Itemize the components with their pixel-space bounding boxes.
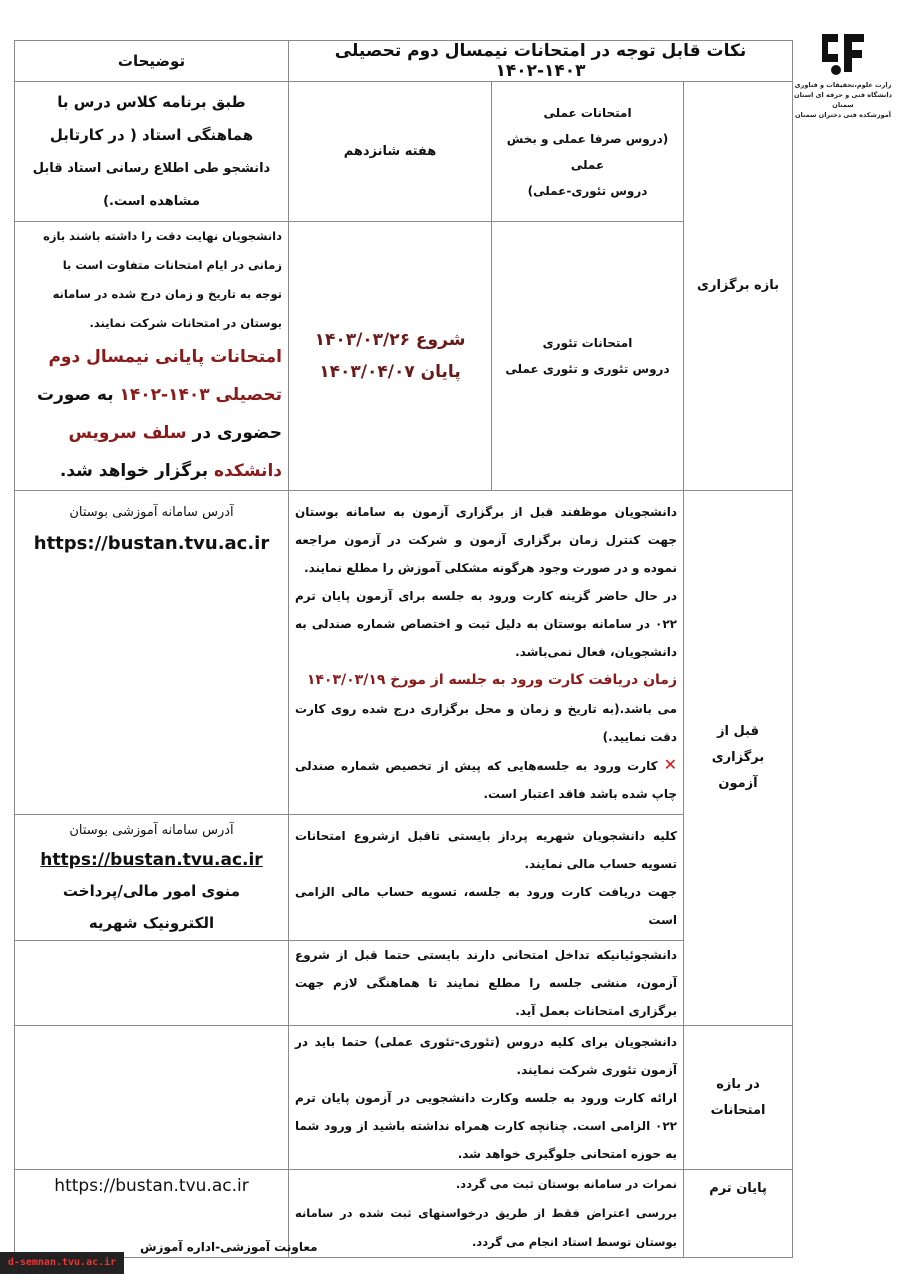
practical-desc (15, 82, 289, 222)
during-exam-block (289, 1026, 684, 1170)
theory-desc-line-4: بوستان در امتحانات شرکت نمایند. (89, 316, 282, 330)
practical-desc-line-3: دانشجو طی اطلاع رسانی استاد قابل (32, 160, 271, 176)
category-before-exam (684, 491, 793, 1026)
table-row-before-1 (15, 491, 793, 815)
finance-menu-line-2: الکترونیک شهریه (88, 913, 215, 932)
during-p2: ارائه کارت ورود به جلسه وکارت دانشجویی در آزمون پایان ترم ۰۲۲ الزامی است. چنانچه کارت همراه نداشته باشید از ورود شما به حوزه امتحانی جلوگیری خواهد شد. (295, 1090, 678, 1161)
category-during-exam (684, 1026, 793, 1170)
tuition-p2: جهت دریافت کارت ورود به جلسه، تسویه حساب مالی الزامی است (295, 884, 678, 927)
end-p2: بررسی اعتراض فقط از طریق درخواستهای ثبت شده در سامانه بوستان توسط استاد انجام می گردد. (295, 1206, 678, 1249)
institute-logo (791, 28, 895, 120)
notice-red-a: امتحانات پایانی نیمسال دوم (48, 347, 282, 367)
bustan-address-label-2: آدرس سامانه آموزشی بوستان (69, 822, 234, 838)
desc-column-header: توضیحات (15, 41, 289, 82)
theory-desc-line-1: دانشجویان نهایت دقت را داشته باشند بازه (43, 229, 282, 243)
category-before-line-1: قبل از برگزاری (711, 724, 765, 765)
conflict-p1: دانشجوئیانیکه تداخل امتحانی دارند بایستی حتما قبل از شروع آزمون، منشی جلسه را مطلع نمایند تا هماهنگی لازم جهت برگزاری امتحانات بعمل آید. (295, 948, 678, 1018)
table-header-row (15, 41, 793, 82)
before-p4: کارت ورود به جلسه‌هایی که پیش از تخصیص شماره صندلی چاپ شده باشد فاقد اعتبار است. (295, 758, 678, 801)
before-desc-3 (15, 941, 289, 1026)
category-during-line-2: امتحانات (710, 1102, 766, 1118)
bustan-link-3[interactable]: https://bustan.tvu.ac.ir (54, 1176, 249, 1196)
theory-desc-line-3: توجه به تاریخ و زمان درج شده در سامانه (52, 287, 282, 301)
logo-line-1: زارت علوم،تحقیقات و فناوری (794, 81, 892, 89)
logo-line-3: آموزشکده فنی دختران سمنان (795, 111, 891, 119)
card-date-notice: زمان دریافت کارت ورود به جلسه از مورخ ۱۴۰۳/۰۳/۱۹ (306, 671, 678, 688)
before-exam-block-2 (289, 815, 684, 941)
notice-red-c: سلف سرویس (68, 423, 187, 443)
practical-desc-line-1: طبق برنامه کلاس درس با (57, 92, 246, 111)
theory-desc (15, 222, 289, 491)
university-emblem-icon (814, 28, 872, 78)
theory-dates (289, 222, 492, 491)
final-exam-notice (21, 338, 282, 490)
end-p1: نمرات در سامانه بوستان ثبت می گردد. (455, 1177, 678, 1191)
table-title: نکات قابل توجه در امتحانات نیمسال دوم تحصیلی ۱۴۰۳-۱۴۰۲ (289, 41, 793, 82)
table-row-before-2 (15, 815, 793, 941)
category-period: بازه برگزاری (684, 82, 793, 491)
before-p4-wrap (295, 751, 677, 808)
category-end-term: پایان ترم (684, 1170, 793, 1258)
theory-exams-cell (492, 222, 684, 491)
practical-sub-2: دروس تئوری-عملی) (527, 183, 648, 198)
before-exam-block-3 (289, 941, 684, 1026)
invalid-x-icon: ✕ (663, 754, 678, 774)
bustan-address-label-1: آدرس سامانه آموزشی بوستان (69, 505, 234, 520)
practical-title: امتحانات عملی (543, 105, 632, 120)
table-row-during (15, 1026, 793, 1170)
theory-end-date: پایان ۱۴۰۳/۰۴/۰۷ (319, 362, 461, 382)
before-desc-1 (15, 491, 289, 815)
table-row-before-3 (15, 941, 793, 1026)
signature: معاونت آموزشی-اداره آموزش (140, 1240, 318, 1254)
before-p1: دانشجویان موظفند قبل از برگزاری آزمون به سامانه بوستان جهت کنترل زمان برگزاری آزمون و شرکت در آزمون مراجعه نموده و در صورت وجود هرگونه مشکلی آموزش را مطلع نمایند. (295, 504, 678, 575)
notice-black-c: حضوری در (186, 423, 282, 443)
theory-start-date: شروع ۱۴۰۳/۰۳/۲۶ (314, 330, 466, 350)
table-row-theory (15, 222, 793, 491)
notice-black-d: برگزار خواهد شد. (59, 461, 215, 481)
practical-exams-cell (492, 82, 684, 222)
table-row-practical (15, 82, 793, 222)
during-p1: دانشجویان برای کلیه دروس (تئوری-تئوری عملی) حتما باید در آزمون تئوری شرکت نمایند. (295, 1034, 678, 1077)
practical-week: هفته شانزدهم (289, 82, 492, 222)
before-exam-block-1 (289, 491, 684, 815)
notice-black-b: به صورت (37, 385, 120, 405)
table-row-end-term (15, 1170, 793, 1258)
bustan-link-1[interactable]: https://bustan.tvu.ac.ir (33, 533, 270, 554)
end-term-block (289, 1170, 684, 1258)
theory-sub: دروس تئوری و تئوری عملی (505, 362, 670, 376)
theory-title: امتحانات تئوری (542, 336, 633, 350)
before-desc-2 (15, 815, 289, 941)
before-p2: در حال حاضر گزینه کارت ورود به جلسه برای آزمون پایان ترم ۰۲۲ در سامانه بوستان به دلیل ثبت و اختصاص شماره صندلی به دانشجویان، فعال نمی‌باشد. (295, 588, 678, 659)
before-p3: می باشد.(به تاریخ و زمان و محل برگزاری درج شده روی کارت دقت نمایید.) (295, 701, 678, 744)
practical-desc-line-2: هماهنگی استاد ( در کارتابل (49, 125, 254, 144)
site-watermark: d-semnan.tvu.ac.ir (0, 1252, 124, 1274)
bustan-link-2[interactable]: https://bustan.tvu.ac.ir (40, 849, 263, 870)
finance-menu-line-1: منوی امور مالی/پرداخت (62, 881, 241, 900)
notice-red-b: تحصیلی ۱۴۰۳-۱۴۰۲ (119, 385, 282, 405)
exam-notes-table (14, 40, 793, 1258)
practical-sub-1: (دروس صرفا عملی و بخش عملی (506, 131, 669, 172)
during-desc (15, 1026, 289, 1170)
notice-red-d: دانشکده (214, 461, 282, 481)
practical-desc-line-4: مشاهده است.) (103, 193, 200, 209)
category-during-line-1: در بازه (716, 1076, 760, 1092)
logo-line-2: دانشگاه فنی و حرفه ای استان سمنان (794, 91, 892, 109)
category-before-line-2: آزمون (718, 776, 758, 791)
theory-desc-line-2: زمانی در ایام امتحانات متفاوت است با (62, 258, 282, 272)
tuition-p1: کلیه دانشجویان شهریه پرداز بایستی تاقبل ازشروع امتحانات تسویه حساب مالی نمایند. (295, 828, 678, 871)
